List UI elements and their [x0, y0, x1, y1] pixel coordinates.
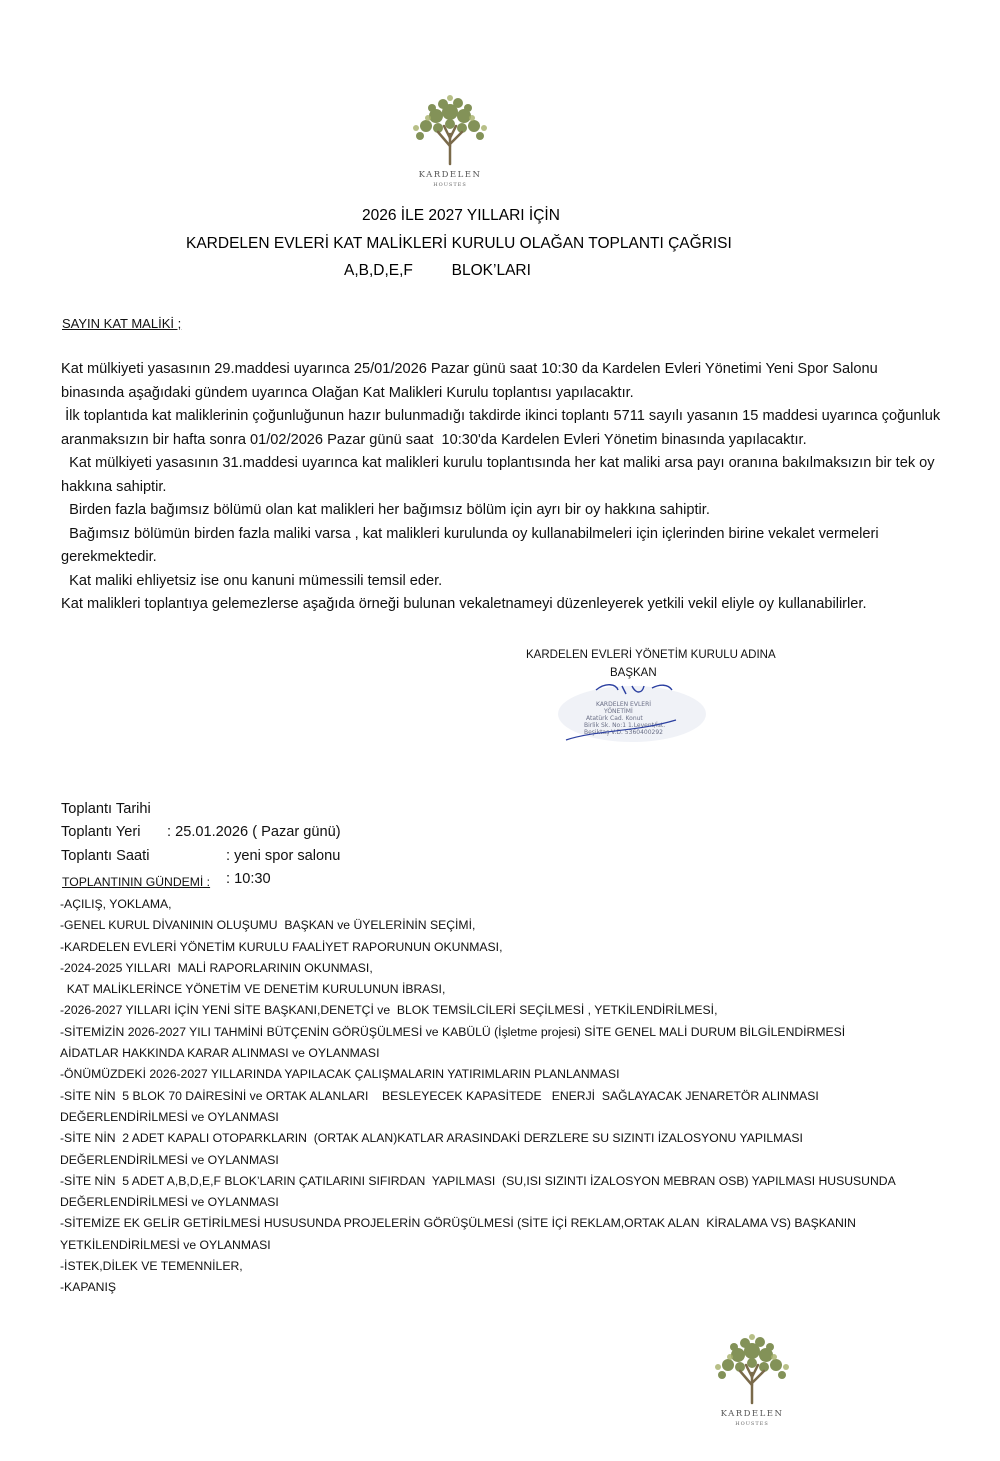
agenda-title: TOPLANTININ GÜNDEMİ : — [62, 875, 211, 889]
paragraph: Bağımsız bölümün birden fazla maliki varsa , kat malikleri kurulunda oy kullanabilmeleri için içlerinden birine vekalet vermeleri gerekmektedir. — [61, 525, 883, 565]
agenda-item: YETKİLENDİRİLMESİ ve OYLANMASI — [60, 1237, 271, 1252]
kardelen-logo-bottom — [700, 1325, 804, 1435]
agenda-item: KAT MALİKLERİNCE YÖNETİM VE DENETİM KURULUNUN İBRASI, — [60, 982, 446, 997]
agenda-item: -GENEL KURUL DİVANININ OLUŞUMU BAŞKAN ve ÜYELERİNİN SEÇİMİ, — [60, 918, 476, 933]
agenda-list — [60, 894, 960, 1299]
signature-title: BAŞKAN — [610, 667, 657, 679]
stamp-signature — [556, 680, 712, 744]
agenda-item: DEĞERLENDİRİLMESİ ve OYLANMASI — [60, 1195, 279, 1210]
agenda-item: -SİTE NİN 5 BLOK 70 DAİRESİNİ ve ORTAK ALANLARI BESLEYECEK KAPASİTEDE ENERJİ SAĞLAYACAK JENARETÖR ALINMASI — [60, 1088, 819, 1103]
agenda-item: -ÖNÜMÜZDEKİ 2026-2027 YILLARINDA YAPILACAK ÇALIŞMALARIN YATIRIMLARIN PLANLANMASI — [60, 1067, 620, 1082]
agenda-item: -İSTEK,DİLEK VE TEMENNİLER, — [60, 1259, 243, 1274]
body-text — [61, 358, 945, 617]
kardelen-logo-top — [398, 86, 502, 196]
agenda-item: -KAPANIŞ — [60, 1280, 116, 1295]
title-line-2: KARDELEN EVLERİ KAT MALİKLERİ KURULU OLAĞAN TOPLANTI ÇAĞRISI — [186, 235, 732, 252]
svg-text:YÖNETİMİ: YÖNETİMİ — [604, 708, 633, 715]
agenda-item: -2026-2027 YILLARI İÇİN YENİ SİTE BAŞKANI,DENETÇİ ve BLOK TEMSİLCİLERİ SEÇİLMESİ , YETKİLENDİRİLMESİ, — [60, 1003, 718, 1018]
logo-subtitle: HOUSTES — [433, 182, 467, 188]
svg-text:Atatürk Cad. Konut: Atatürk Cad. Konut — [586, 715, 643, 722]
agenda-item: -SİTE NİN 2 ADET KAPALI OTOPARKLARIN (ORTAK ALAN)KATLAR ARASINDAKİ DERZLERE SU SIZINTI İZALOSYONU YAPILMASI — [60, 1131, 803, 1146]
meeting-label: Toplantı Saati — [61, 847, 150, 864]
agenda-item: AİDATLAR HAKKINDA KARAR ALINMASI ve OYLANMASI — [60, 1046, 380, 1061]
title-line-3: A,B,D,E,F BLOK’LARI — [344, 262, 531, 279]
agenda-item: -KARDELEN EVLERİ YÖNETİM KURULU FAALİYET RAPORUNUN OKUNMASI, — [60, 939, 503, 954]
meeting-label: Toplantı Tarihi — [61, 800, 151, 817]
signature-organization: KARDELEN EVLERİ YÖNETİM KURULU ADINA — [526, 649, 776, 661]
logo-subtitle: HOUSTES — [735, 1421, 769, 1427]
agenda-item: -SİTEMİZE EK GELİR GETİRİLMESİ HUSUSUNDA PROJELERİN GÖRÜŞÜLMESİ (SİTE İÇİ REKLAM,ORTAK ALAN KİRALAMA VS) BAŞKANIN — [60, 1216, 856, 1231]
agenda-item: -SİTEMİZİN 2026-2027 YILI TAHMİNİ BÜTÇENİN GÖRÜŞÜLMESİ ve KABÜLÜ (İşletme projesi) SİTE GENEL MALİ DURUM BİLGİLENDİRMESİ — [60, 1024, 846, 1039]
paragraph: Birden fazla bağımsız bölümü olan kat malikleri her bağımsız bölüm için ayrı bir oy hakkına sahiptir. — [61, 502, 710, 518]
paragraph: Kat malikleri toplantıya gelemezlerse aşağıda örneği bulunan vekaletnameyi düzenleyerek yetkili vekil eliyle oy kullanabilirler. — [61, 596, 867, 612]
logo-name: KARDELEN — [418, 170, 482, 180]
agenda-item: -SİTE NİN 5 ADET A,B,D,E,F BLOK’LARIN ÇATILARINI SIFIRDAN YAPILMASI (SU,ISI SIZINTI İZALOSYON MEBRAN OSB) YAPILMASI HUSUSUNDA — [60, 1173, 896, 1188]
paragraph: İlk toplantıda kat maliklerinin çoğunluğunun hazır bulunmadığı takdirde ikinci toplantı 5711 sayılı yasanın 15 maddesi uyarınca çoğunluk aranmaksızın bir hafta sonra 01/02/2026 Pazar günü saat 10:30'da Kardelen Evleri Yönetim binasında yapılacaktır. — [61, 408, 945, 448]
agenda-item: -2024-2025 YILLARI MALİ RAPORLARININ OKUNMASI, — [60, 960, 373, 975]
meeting-value: : 10:30 — [226, 871, 271, 887]
agenda-item: -AÇILIŞ, YOKLAMA, — [60, 897, 172, 911]
svg-text:Birlik Sk. No:1 1.Levent/İst.: Birlik Sk. No:1 1.Levent/İst. — [584, 722, 666, 729]
svg-text:Beşiktaş V.D. 5360400292: Beşiktaş V.D. 5360400292 — [584, 729, 663, 736]
meeting-label: Toplantı Yeri — [61, 824, 141, 840]
paragraph: Kat maliki ehliyetsiz ise onu kanuni mümessili temsil eder. — [61, 572, 443, 589]
meeting-value: : yeni spor salonu — [226, 847, 341, 864]
title-line-1: 2026 İLE 2027 YILLARI İÇİN — [362, 207, 560, 224]
paragraph: Kat mülkiyeti yasasının 31.maddesi uyarınca kat malikleri kurulu toplantısında her kat maliki arsa payı oranına bakılmaksızın bir tek oy hakkına sahiptir. — [61, 455, 939, 495]
svg-text:KARDELEN EVLERİ: KARDELEN EVLERİ — [596, 701, 652, 708]
agenda-item: DEĞERLENDİRİLMESİ ve OYLANMASI — [60, 1109, 279, 1124]
logo-name: KARDELEN — [720, 1409, 784, 1419]
paragraph: Kat mülkiyeti yasasının 29.maddesi uyarınca 25/01/2026 Pazar günü saat 10:30 da Kardelen Evleri Yönetimi Yeni Spor Salonu binasında aşağıdaki gündem uyarınca Olağan Kat Malikleri Kurulu toplantısı yapılacaktır. — [61, 361, 882, 401]
meeting-value: : 25.01.2026 ( Pazar günü) — [167, 824, 341, 840]
salutation: SAYIN KAT MALİKİ ; — [62, 316, 182, 331]
agenda-item: DEĞERLENDİRİLMESİ ve OYLANMASI — [60, 1152, 279, 1167]
